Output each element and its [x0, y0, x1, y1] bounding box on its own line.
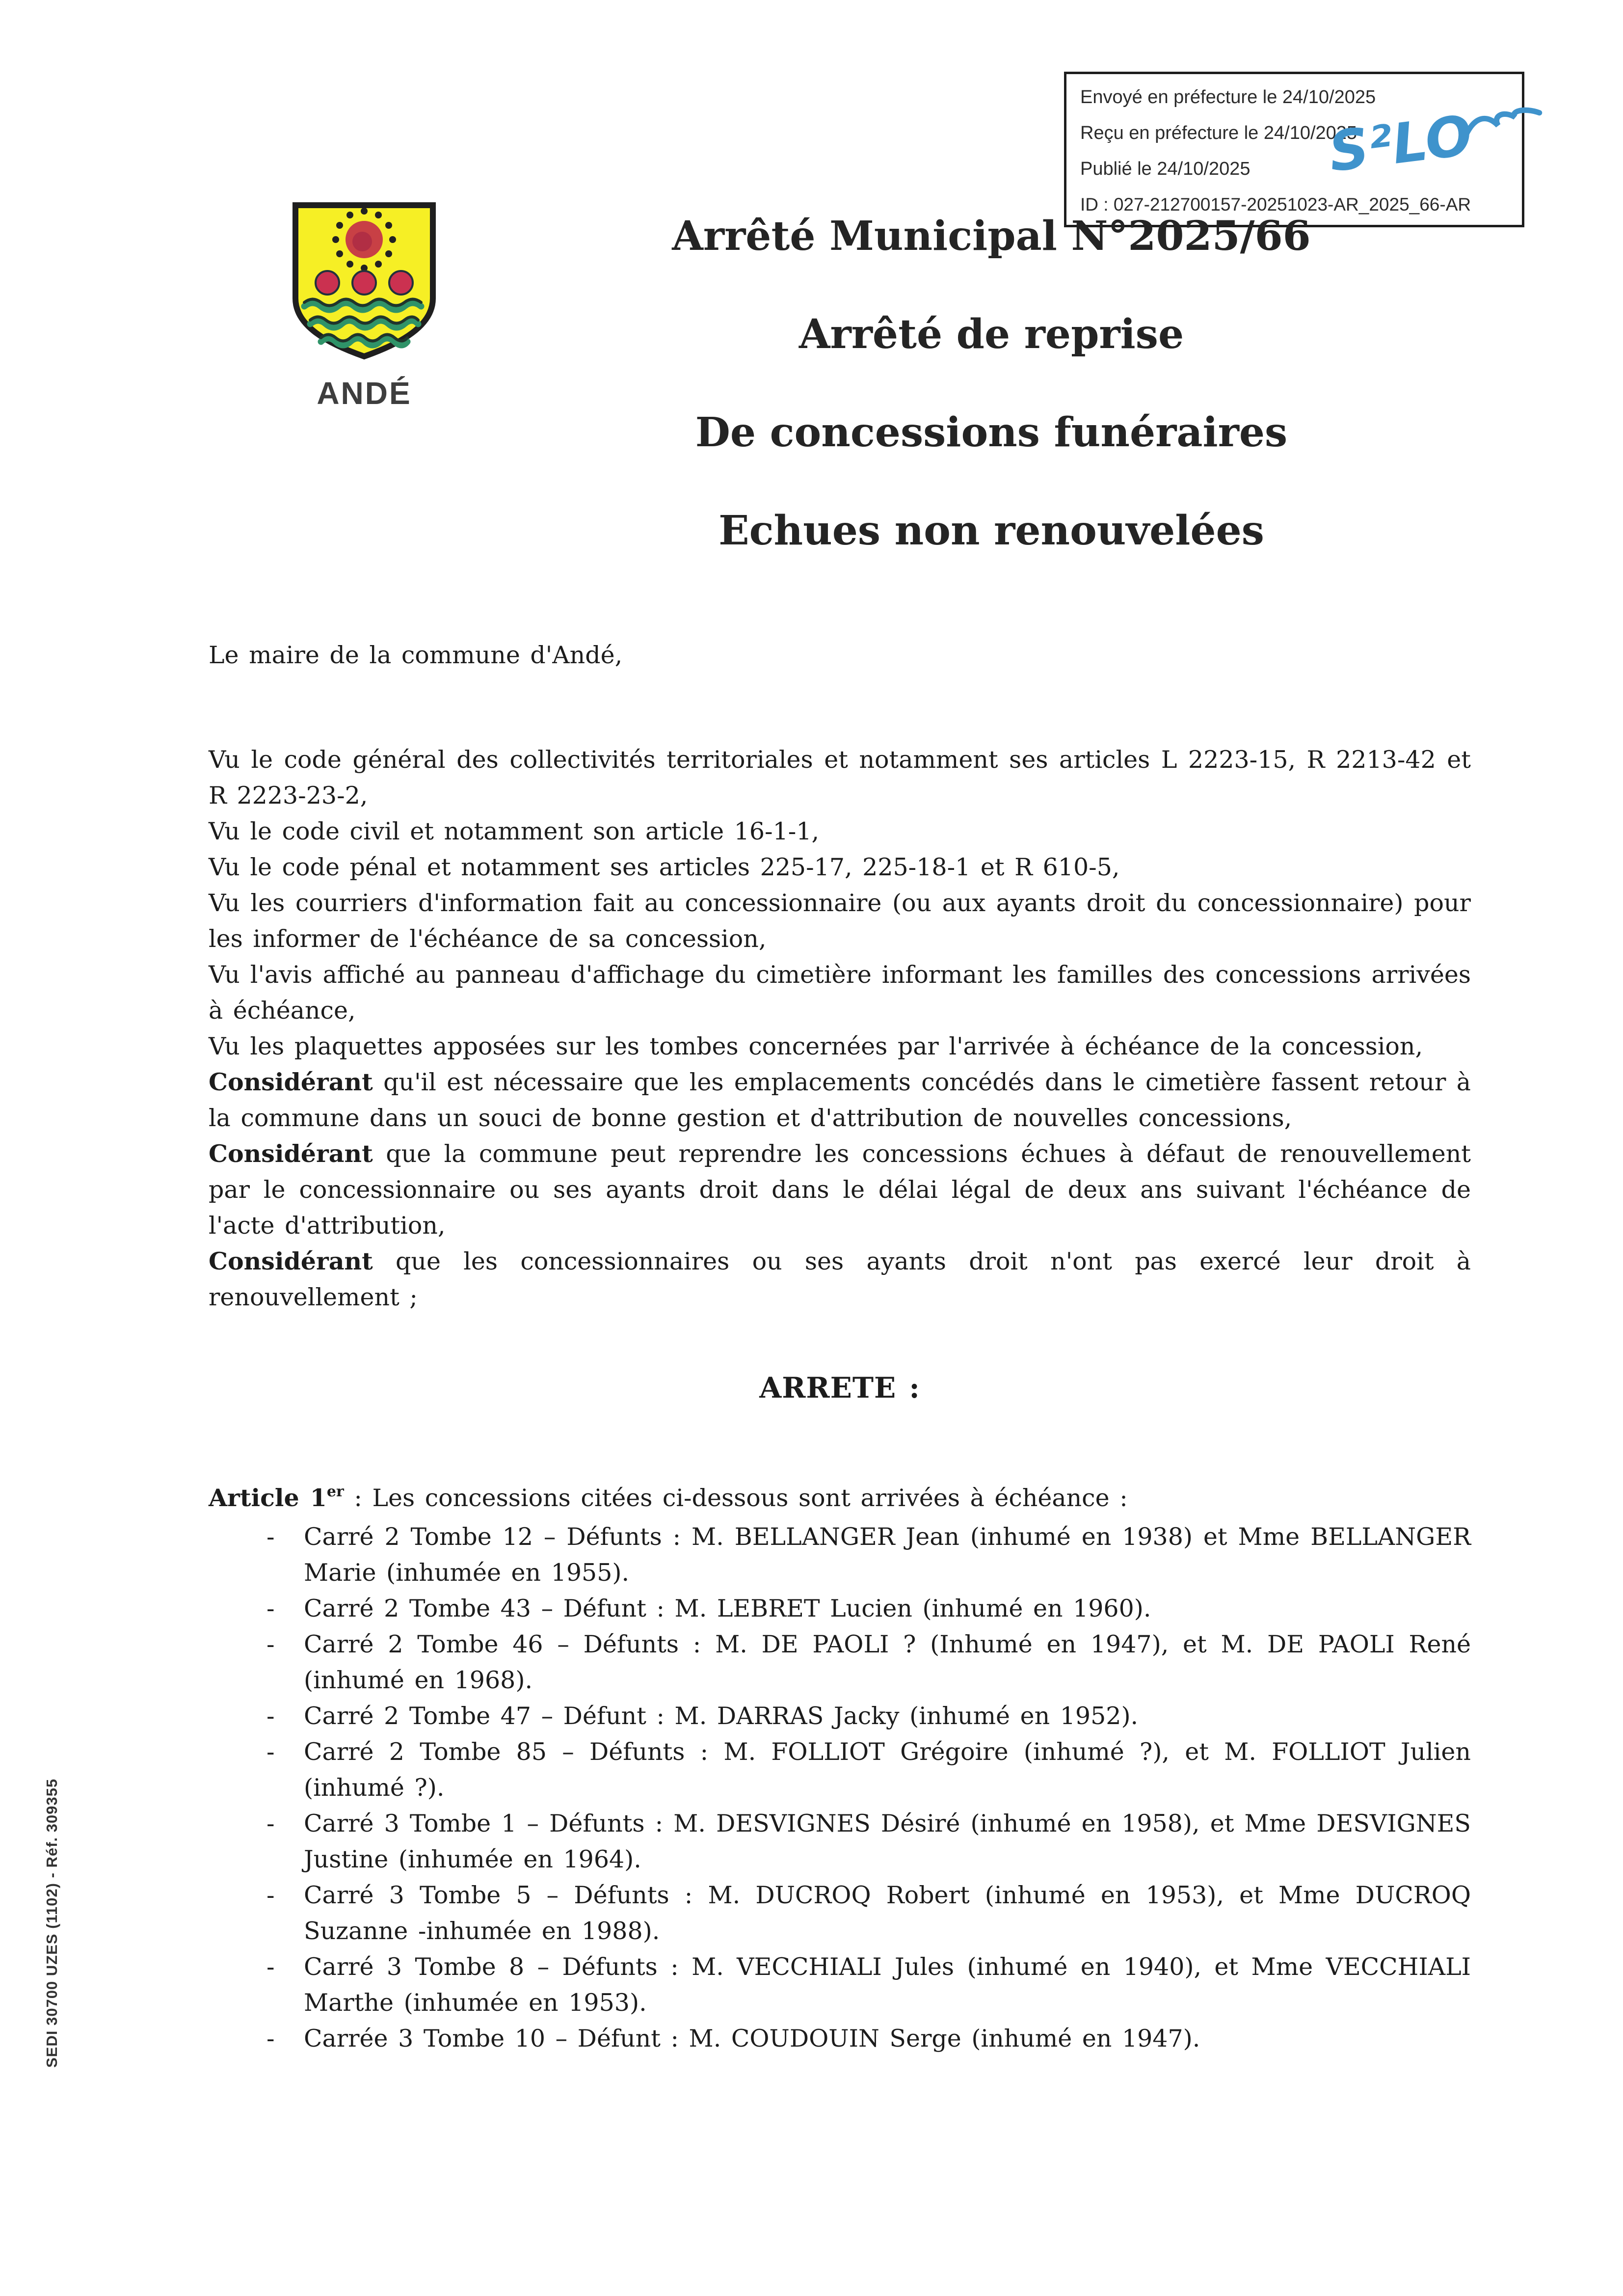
article-1-heading: Article 1er : Les concessions citées ci-dessous sont arrivées à échéance :	[209, 1483, 1128, 1512]
roundel-center	[352, 271, 376, 295]
concession-list	[209, 1519, 1471, 2056]
list-item: - Carré 2 Tombe 12 – Défunts : M. BELLANGER Jean (inhumé en 1938) et Mme BELLANGER Marie (inhumée en 1955).	[209, 1519, 1471, 1591]
list-item: - Carré 2 Tombe 85 – Défunts : M. FOLLIOT Grégoire (inhumé ?), et M. FOLLIOT Julien (inhumé ?).	[209, 1734, 1471, 1806]
s2lo-logo-text: S²LO	[1325, 103, 1476, 185]
roundel-left	[316, 271, 339, 295]
list-bullet: -	[266, 1594, 275, 1622]
list-item: - Carré 2 Tombe 47 – Défunt : M. DARRAS Jacky (inhumé en 1952).	[209, 1698, 1471, 1734]
list-item: - Carré 3 Tombe 8 – Défunts : M. VECCHIALI Jules (inhumé en 1940), et Mme VECCHIALI Marthe (inhumée en 1953).	[209, 1949, 1471, 2021]
paragraph-vu-2: Vu le code civil et notamment son article 16-1-1,	[209, 817, 820, 845]
list-item: - Carré 3 Tombe 1 – Défunts : M. DESVIGNES Désiré (inhumé en 1958), et Mme DESVIGNES Justine (inhumée en 1964).	[209, 1806, 1471, 1877]
sun-core	[352, 232, 372, 251]
title-decree-number: Arrêté Municipal N°2025/66	[672, 213, 1311, 260]
printer-reference: SEDI 30700 UZES (1102) - Réf. 309355	[43, 1778, 60, 2068]
paragraph-considerant-1: Considérant qu'il est nécessaire que les emplacements concédés dans le cimetière fassent retour à la commune dans un souci de bonne gestion et d'attribution de nouvelles concessions,	[209, 1068, 1471, 1132]
list-bullet: -	[266, 1523, 275, 1551]
prefecture-stamp-box	[1064, 72, 1524, 227]
list-bullet: -	[266, 2025, 275, 2053]
list-item: - Carré 2 Tombe 43 – Défunt : M. LEBRET Lucien (inhumé en 1960).	[209, 1591, 1471, 1626]
salutation: Le maire de la commune d'Andé,	[209, 641, 623, 669]
paragraph-considerant-2: Considérant que la commune peut reprendre les concessions échues à défaut de renouvellement par le concessionnaire ou ses ayants droit dans le délai légal de deux ans suivant l'échéance de l'acte d'attribution,	[209, 1139, 1471, 1240]
arrete-heading: ARRETE :	[759, 1371, 920, 1405]
paragraph-vu-5: Vu l'avis affiché au panneau d'affichage du cimetière informant les familles des concessions arrivées à échéance,	[209, 961, 1471, 1025]
document-body	[209, 637, 1471, 2056]
paragraph-considerant-3: Considérant que les concessionnaires ou ses ayants droit n'ont pas exercé leur droit à renouvellement ;	[209, 1247, 1471, 1311]
s2lo-logo	[1325, 98, 1549, 185]
title-subject-1: De concessions funéraires	[695, 409, 1288, 456]
list-bullet: -	[266, 1810, 275, 1837]
list-bullet: -	[266, 1881, 275, 1909]
list-bullet: -	[266, 1953, 275, 1981]
stamp-line-published: Publié le 24/10/2025	[1080, 159, 1251, 179]
paragraph-vu-1: Vu le code général des collectivités territoriales et notamment ses articles L 2223-15, R 2213-42 et R 2223-23-2,	[209, 746, 1471, 810]
stamp-line-id: ID : 027-212700157-20251023-AR_2025_66-AR	[1080, 194, 1471, 215]
title-decree-type: Arrêté de reprise	[798, 311, 1184, 358]
paragraph-vu-3: Vu le code pénal et notamment ses articles 225-17, 225-18-1 et R 610-5,	[209, 853, 1120, 881]
coat-of-arms	[291, 200, 438, 411]
stamp-line-received: Reçu en préfecture le 24/10/2025	[1080, 123, 1357, 143]
paragraph-vu-4: Vu les courriers d'information fait au concessionnaire (ou aux ayants droit du concessionnaire) pour les informer de l'échéance de sa concession,	[209, 889, 1471, 953]
list-bullet: -	[266, 1630, 275, 1658]
list-item: - Carré 3 Tombe 5 – Défunts : M. DUCROQ Robert (inhumé en 1953), et Mme DUCROQ Suzanne -inhumée en 1988).	[209, 1877, 1471, 1949]
list-bullet: -	[266, 1738, 275, 1766]
commune-name: ANDÉ	[317, 376, 412, 411]
shield-icon	[291, 200, 438, 362]
list-bullet: -	[266, 1702, 275, 1730]
roundel-right	[389, 271, 413, 295]
stamp-line-sent: Envoyé en préfecture le 24/10/2025	[1080, 87, 1376, 108]
document-titles	[559, 213, 1423, 609]
list-item: - Carré 2 Tombe 46 – Défunts : M. DE PAOLI ? (Inhumé en 1947), et M. DE PAOLI René (inhumé en 1968).	[209, 1626, 1471, 1698]
paragraph-vu-6: Vu les plaquettes apposées sur les tombes concernées par l'arrivée à échéance de la concession,	[209, 1032, 1423, 1060]
title-subject-2: Echues non renouvelées	[718, 507, 1264, 554]
list-item: - Carrée 3 Tombe 10 – Défunt : M. COUDOUIN Serge (inhumé en 1947).	[209, 2021, 1471, 2056]
